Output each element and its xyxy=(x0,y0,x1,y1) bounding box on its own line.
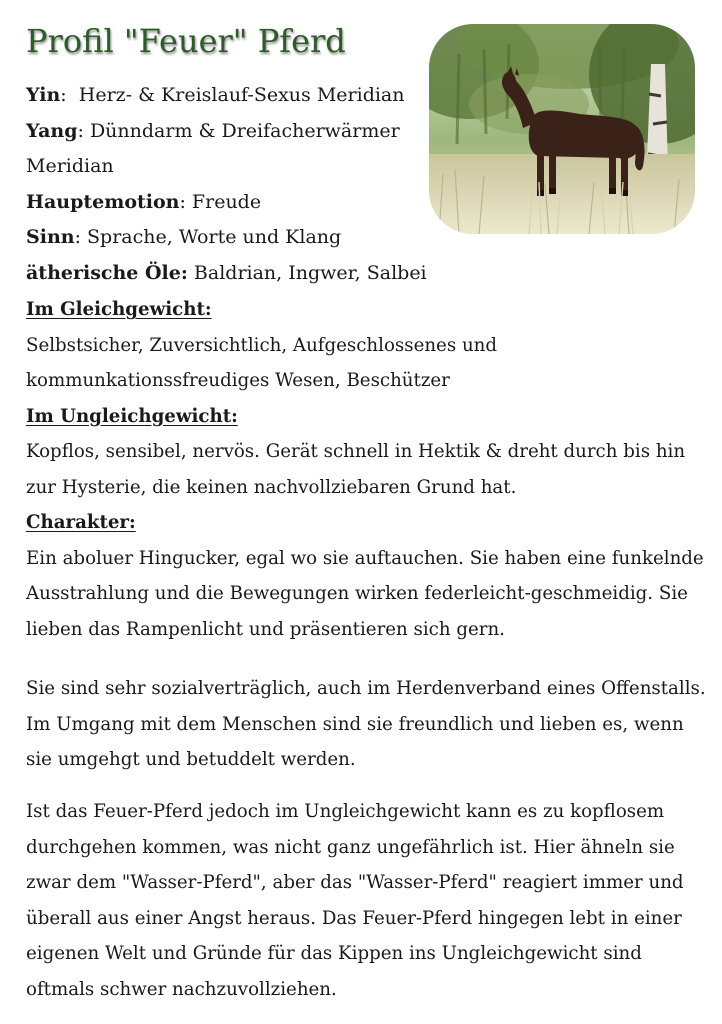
balance-heading: Im Gleichgewicht: xyxy=(26,299,212,320)
character-line: lieben das Rampenlicht und präsentieren sich gern. xyxy=(26,618,505,640)
imbalance-line: zur Hysterie, die keinen nachvollziebaren Grund hat. xyxy=(26,476,517,498)
attr-oils-value: Baldrian, Ingwer, Salbei xyxy=(187,261,427,284)
character-line: Ist das Feuer-Pferd jedoch im Ungleichgewicht kann es zu kopflosem xyxy=(26,801,665,822)
attr-emotion-value: Freude xyxy=(185,190,262,213)
character-line: überall aus einer Angst heraus. Das Feuer-Pferd hingegen lebt in einer xyxy=(26,907,682,929)
character-line: Ausstrahlung und die Bewegungen wirken federleicht-geschmeidig. Sie xyxy=(26,583,688,604)
character-line: Ein aboluer Hingucker, egal wo sie auftauchen. Sie haben eine funkelnde xyxy=(26,547,704,569)
attr-sense-label: Sinn xyxy=(26,226,75,248)
character-line: oftmals schwer nachzuvollziehen. xyxy=(26,978,337,1000)
attr-oils-label: ätherische Öle: xyxy=(26,261,188,284)
character-line: sie umgehgt und betuddelt werden. xyxy=(26,749,356,770)
character-heading: Charakter: xyxy=(26,512,136,533)
character-line: eigenen Welt und Gründe für das Kippen ins Ungleichgewicht sind xyxy=(26,943,642,964)
attr-yang-continued: Meridian xyxy=(26,155,114,177)
balance-section xyxy=(26,292,706,647)
horse-image xyxy=(429,24,695,234)
character-line: zwar dem "Wasser-Pferd", aber das "Wasser-Pferd" reagiert immer und xyxy=(26,872,684,893)
attr-sense-value: Sprache, Worte und Klang xyxy=(80,226,342,248)
imbalance-heading: Im Ungleichgewicht: xyxy=(26,405,238,427)
page-title: Profil "Feuer" Pferd xyxy=(26,22,346,60)
attribute-list xyxy=(26,78,426,291)
character-line: Sie sind sehr sozialverträglich, auch im Herdenverband eines Offenstalls. xyxy=(26,678,706,699)
attr-emotion-label: Hauptemotion xyxy=(26,190,180,213)
attr-yang-value: Dünndarm & Dreifacherwärmer xyxy=(83,119,400,142)
character-line: Im Umgang mit dem Menschen sind sie freundlich und lieben es, wenn xyxy=(26,713,684,735)
attr-yang: Yang: Dünndarm & Dreifacherwärmer xyxy=(26,119,400,142)
attr-yin-value: Herz- & Kreislauf-Sexus Meridian xyxy=(66,84,405,106)
horse-photo xyxy=(429,24,695,234)
character-line: durchgehen kommen, was nicht ganz ungefährlich ist. Hier ähneln sie xyxy=(26,836,675,858)
attr-sense: Sinn: Sprache, Worte und Klang xyxy=(26,226,342,248)
attr-oils xyxy=(26,256,426,292)
balance-line: Selbstsicher, Zuversichtlich, Aufgeschlossenes und xyxy=(26,334,498,356)
attr-yin: Yin: Herz- & Kreislauf-Sexus Meridian xyxy=(26,84,405,106)
imbalance-line: Kopflos, sensibel, nervös. Gerät schnell in Hektik & dreht durch bis hin xyxy=(26,441,686,462)
balance-line: kommunkationssfreudiges Wesen, Beschützer xyxy=(26,370,450,391)
character-paragraph-2 xyxy=(26,671,706,778)
attr-yin-label: Yin xyxy=(26,84,61,106)
character-paragraph-3 xyxy=(26,794,706,1007)
attr-emotion: Hauptemotion: Freude xyxy=(26,190,262,213)
attr-yang-label: Yang xyxy=(26,119,78,142)
